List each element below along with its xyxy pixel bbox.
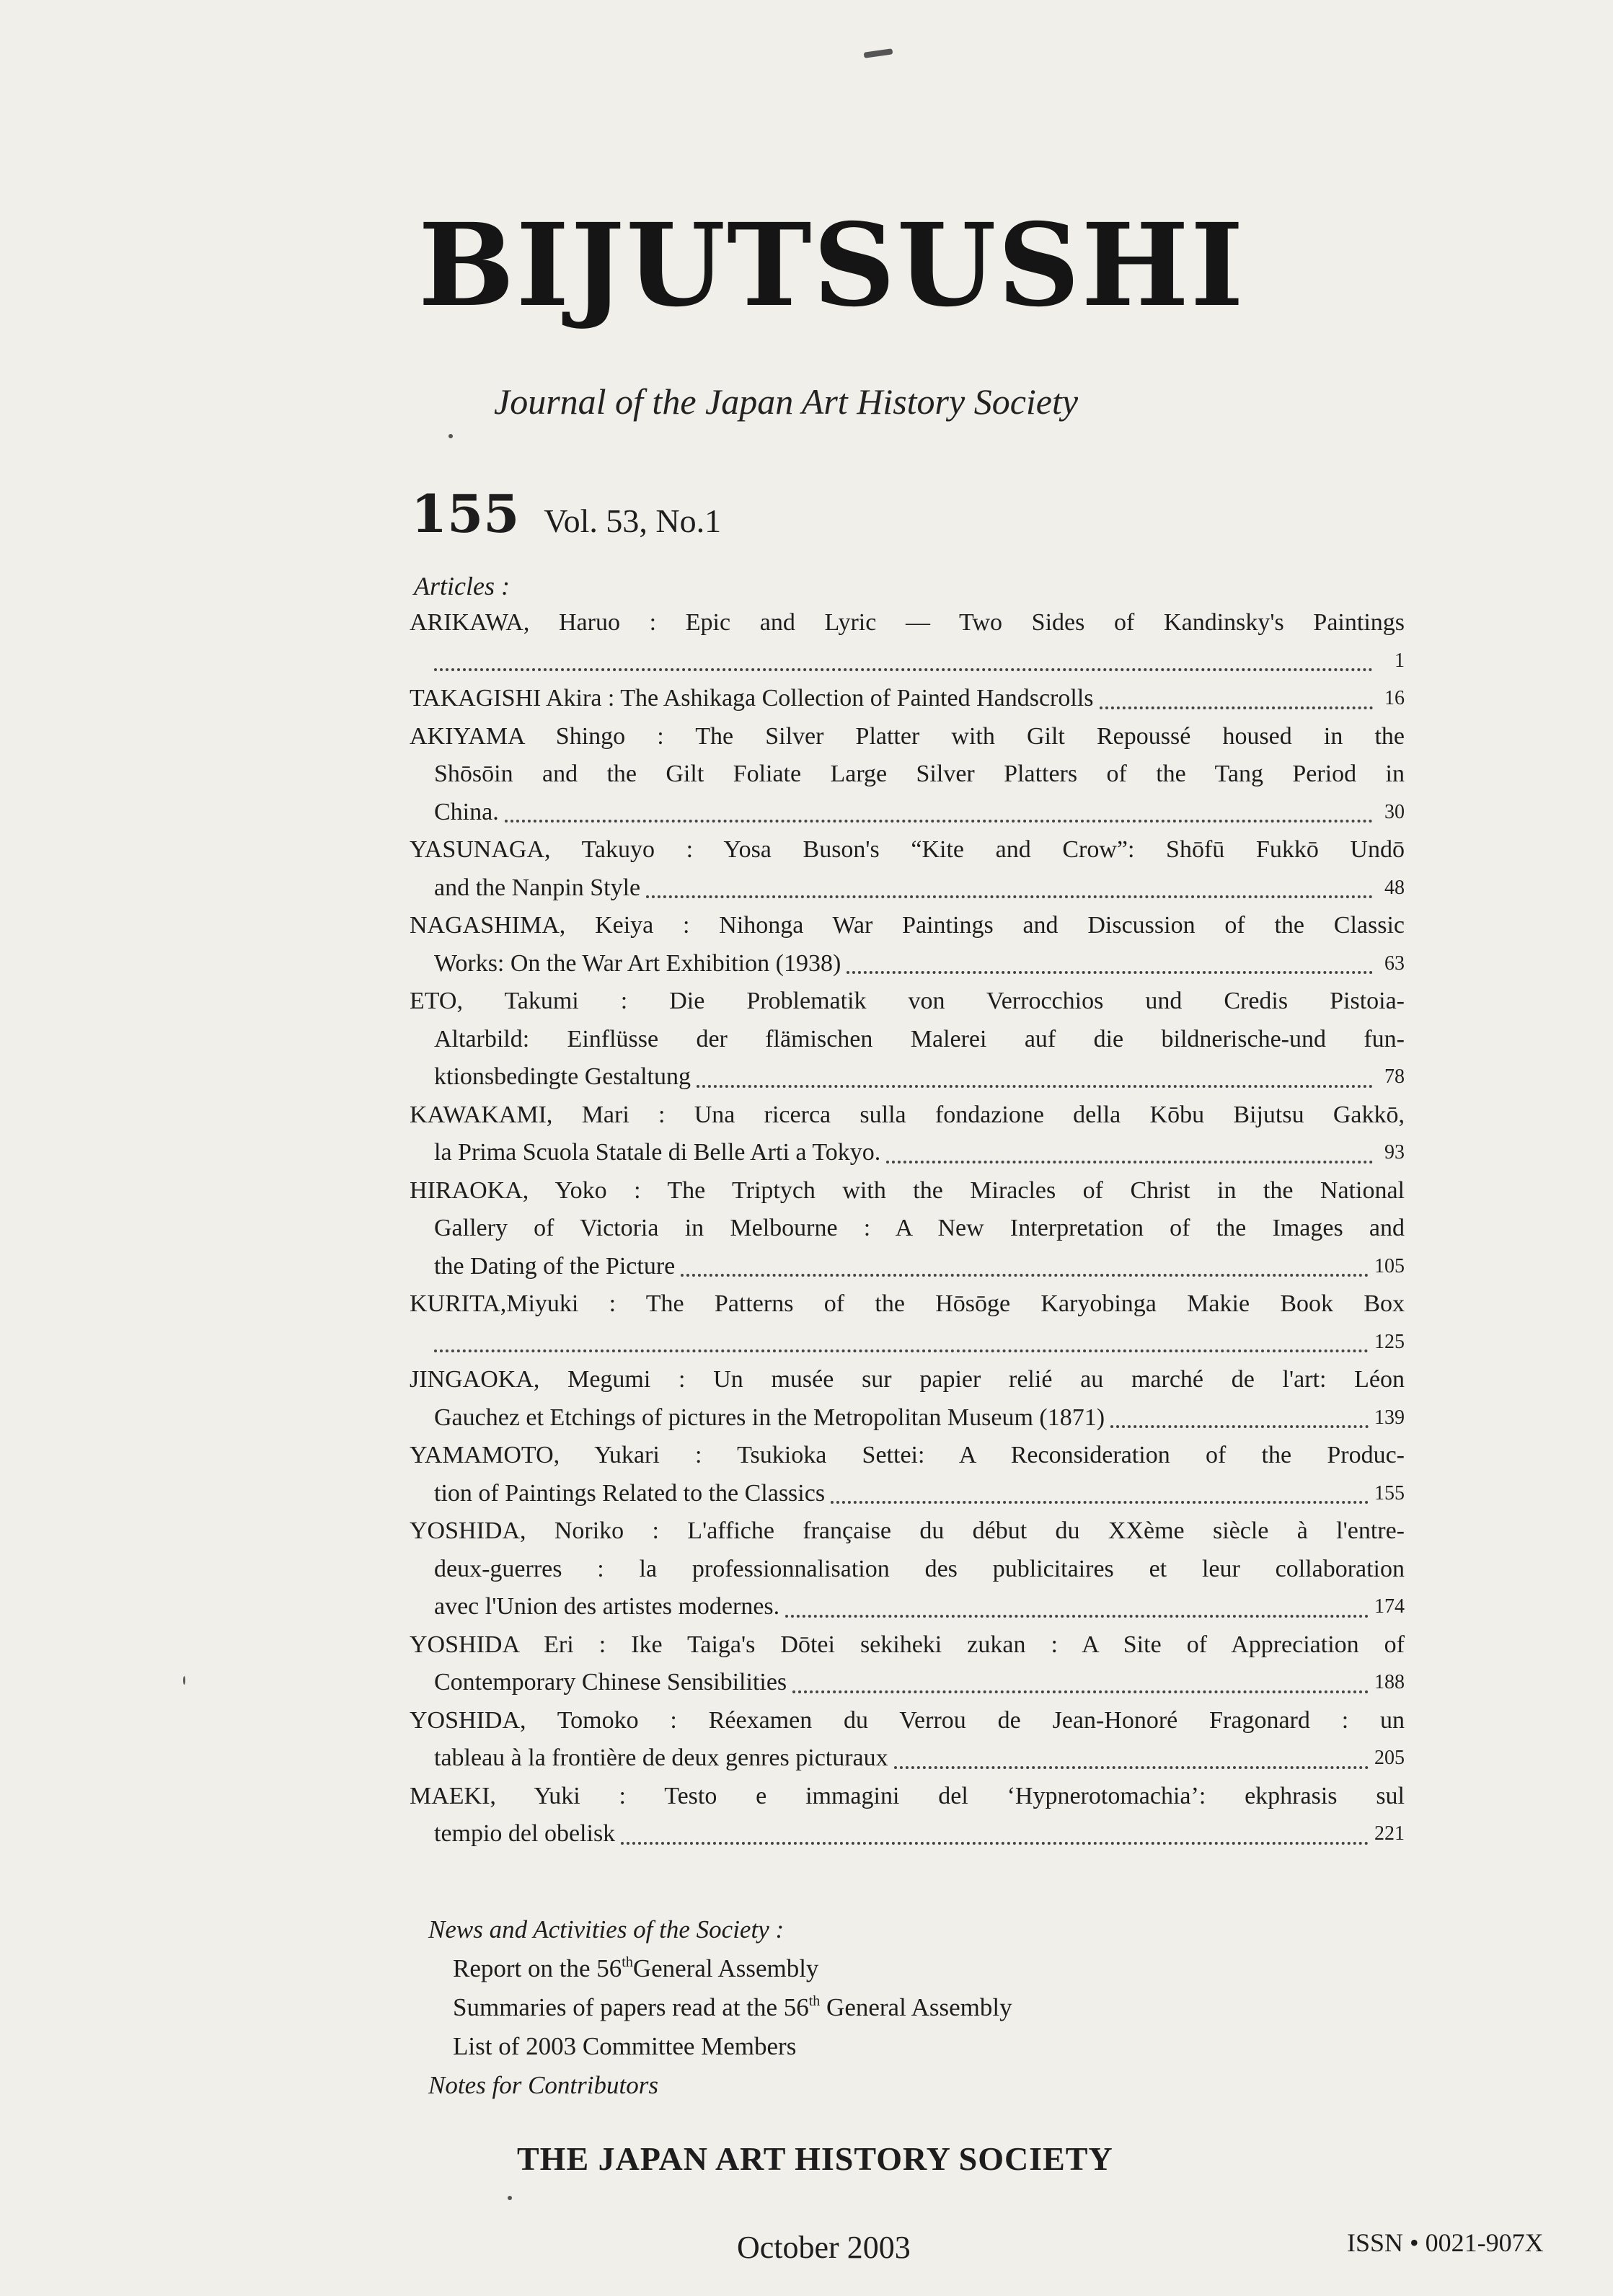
dot-leader [886, 1161, 1373, 1163]
toc-line [410, 1437, 1405, 1475]
page-number: 188 [1374, 1671, 1405, 1693]
toc-text: KAWAKAMI, Mari : Una ricerca sulla fondazione della Kōbu Bijutsu Gakkō, [410, 1101, 1405, 1128]
toc-line [410, 1361, 1405, 1399]
toc-line [410, 945, 1405, 983]
dot-leader [1110, 1425, 1369, 1428]
page-number: 105 [1374, 1254, 1405, 1277]
toc-entry [410, 831, 1405, 907]
page-number: 221 [1374, 1822, 1405, 1845]
journal-title: BIJUTSUSHI [418, 199, 1245, 332]
toc-line [410, 1285, 1405, 1324]
toc-line [410, 1702, 1405, 1740]
page-number: 93 [1384, 1141, 1405, 1163]
page-number: 155 [1374, 1481, 1405, 1504]
toc-line [410, 1626, 1405, 1665]
toc-entry [410, 1096, 1405, 1172]
dot-leader [434, 668, 1373, 671]
toc-text: YOSHIDA, Noriko : L'affiche française du début du XXème siècle à l'entre- [410, 1517, 1405, 1544]
ink-speck [864, 48, 893, 58]
page-number: 78 [1384, 1065, 1405, 1088]
toc-line [410, 1815, 1405, 1853]
toc-entry [410, 680, 1405, 718]
toc-text: JINGAOKA, Megumi : Un musée sur papier relié au marché de l'art: Léon [410, 1366, 1405, 1393]
toc-line [410, 1664, 1405, 1702]
toc-text: YOSHIDA Eri : Ike Taiga's Dōtei sekiheki zukan : A Site of Appreciation of [410, 1631, 1405, 1658]
toc-text: tableau à la frontière de deux genres picturaux [434, 1745, 888, 1771]
toc-line [410, 1399, 1405, 1437]
dot-leader [894, 1766, 1369, 1769]
toc-line [410, 1021, 1405, 1059]
toc-text: deux-guerres : la professionnalisation des publicitaires et leur collaboration [434, 1555, 1405, 1582]
toc-line [410, 1324, 1405, 1362]
dot-leader [785, 1615, 1369, 1618]
page-number: 125 [1374, 1330, 1405, 1353]
news-item: Report on the 56thGeneral Assembly [453, 1954, 819, 1982]
toc-text: avec l'Union des artistes modernes. [434, 1593, 780, 1620]
toc-line [410, 604, 1405, 642]
toc-entry [410, 1778, 1405, 1853]
dot-leader [697, 1085, 1373, 1088]
table-of-contents [410, 604, 1405, 1853]
toc-line [410, 1172, 1405, 1210]
toc-entry [410, 1361, 1405, 1437]
toc-text: YASUNAGA, Takuyo : Yosa Buson's “Kite and Crow”: Shōfū Fukkō Undō [410, 836, 1405, 863]
page-number: 63 [1384, 952, 1405, 975]
news-item: Summaries of papers read at the 56th General Assembly [453, 1993, 1012, 2021]
articles-heading: Articles : [414, 572, 510, 600]
toc-line [410, 869, 1405, 908]
toc-line [410, 1058, 1405, 1096]
journal-subtitle: Journal of the Japan Art History Society [494, 381, 1079, 422]
toc-entry [410, 983, 1405, 1096]
toc-text: ETO, Takumi : Die Problematik von Verrocchios und Credis Pistoia- [410, 988, 1405, 1014]
page-number: 1 [1395, 649, 1405, 672]
issn-number: ISSN • 0021-907X [1347, 2228, 1544, 2257]
news-item: List of 2003 Committee Members [453, 2032, 797, 2060]
dot-leader [505, 820, 1373, 823]
toc-line [410, 1551, 1405, 1589]
page-number: 174 [1374, 1595, 1405, 1618]
dot-leader [681, 1274, 1369, 1277]
issue-number: 155 [411, 483, 520, 544]
toc-line [410, 1248, 1405, 1286]
toc-entry [410, 907, 1405, 983]
toc-entry [410, 1437, 1405, 1512]
toc-entry [410, 1285, 1405, 1361]
dot-leader [831, 1501, 1369, 1504]
dot-leader [792, 1690, 1369, 1693]
toc-text: MAEKI, Yuki : Testo e immagini del ‘Hypnerotomachia’: ekphrasis sul [410, 1782, 1405, 1809]
toc-line [410, 1210, 1405, 1248]
toc-text: la Prima Scuola Statale di Belle Arti a Tokyo. [434, 1139, 881, 1166]
toc-text: and the Nanpin Style [434, 874, 641, 901]
toc-entry [410, 1702, 1405, 1778]
toc-text: YOSHIDA, Tomoko : Réexamen du Verrou de Jean-Honoré Fragonard : un [410, 1706, 1405, 1734]
toc-text: Contemporary Chinese Sensibilities [434, 1669, 787, 1696]
toc-entry [410, 1512, 1405, 1626]
toc-line [410, 983, 1405, 1021]
publication-date: October 2003 [737, 2230, 911, 2265]
toc-line [410, 1134, 1405, 1172]
toc-line [410, 680, 1405, 718]
page-number: 139 [1374, 1406, 1405, 1429]
toc-entry [410, 1626, 1405, 1702]
toc-text: Works: On the War Art Exhibition (1938) [434, 949, 841, 977]
toc-line [410, 831, 1405, 869]
toc-text: Altarbild: Einflüsse der flämischen Malerei auf die bildnerische-und fun- [434, 1025, 1405, 1052]
issue-volume: Vol. 53, No.1 [544, 502, 722, 539]
news-section [428, 1910, 1012, 2105]
dot-leader [847, 971, 1373, 974]
toc-text: YAMAMOTO, Yukari : Tsukioka Settei: A Reconsideration of the Produc- [410, 1442, 1405, 1468]
toc-entry [410, 1172, 1405, 1286]
toc-entry [410, 718, 1405, 832]
dot-leader [646, 895, 1373, 898]
toc-text: NAGASHIMA, Keiya : Nihonga War Paintings and Discussion of the Classic [410, 912, 1405, 939]
toc-text: China. [434, 798, 499, 825]
ink-speck [448, 434, 453, 438]
toc-line [410, 1512, 1405, 1551]
toc-line [410, 1475, 1405, 1513]
toc-text: ktionsbedingte Gestaltung [434, 1063, 691, 1090]
page-number: 30 [1384, 800, 1405, 823]
toc-line [410, 718, 1405, 756]
toc-line [410, 755, 1405, 794]
toc-line [410, 794, 1405, 832]
toc-line [410, 642, 1405, 681]
page-number: 205 [1374, 1747, 1405, 1769]
toc-text: AKIYAMA Shingo : The Silver Platter with Gilt Repoussé housed in the [410, 722, 1405, 750]
toc-line [410, 1588, 1405, 1626]
news-heading: News and Activities of the Society : [428, 1915, 785, 1943]
toc-text: tion of Paintings Related to the Classics [434, 1479, 826, 1507]
dot-leader [434, 1349, 1369, 1352]
toc-line [410, 1739, 1405, 1778]
toc-line [410, 1096, 1405, 1135]
dot-leader [621, 1842, 1369, 1845]
toc-text: HIRAOKA, Yoko : The Triptych with the Miracles of Christ in the National [410, 1176, 1405, 1204]
ink-speck [183, 1676, 185, 1685]
ink-speck [508, 2196, 512, 2200]
notes-for-contributors: Notes for Contributors [428, 2071, 658, 2099]
publisher-name: THE JAPAN ART HISTORY SOCIETY [517, 2140, 1113, 2177]
toc-text: Gauchez et Etchings of pictures in the Metropolitan Museum (1871) [434, 1404, 1105, 1431]
toc-text: ARIKAWA, Haruo : Epic and Lyric — Two Sides of Kandinsky's Paintings [410, 609, 1405, 636]
toc-text: Gallery of Victoria in Melbourne : A New Interpretation of the Images and [434, 1215, 1405, 1241]
dot-leader [1100, 706, 1374, 709]
toc-text: tempio del obelisk [434, 1820, 616, 1847]
toc-text: Shōsōin and the Gilt Foliate Large Silver Platters of the Tang Period in [434, 761, 1405, 787]
toc-text: the Dating of the Picture [434, 1252, 676, 1280]
issue-info [411, 483, 721, 544]
toc-text: KURITA,Miyuki : The Patterns of the Hōsōge Karyobinga Makie Book Box [410, 1290, 1405, 1317]
page-number: 16 [1384, 687, 1405, 709]
toc-text: TAKAGISHI Akira : The Ashikaga Collection of Painted Handscrolls [410, 685, 1094, 712]
toc-entry [410, 604, 1405, 680]
toc-line [410, 907, 1405, 945]
page-number: 48 [1384, 876, 1405, 899]
toc-line [410, 1778, 1405, 1816]
